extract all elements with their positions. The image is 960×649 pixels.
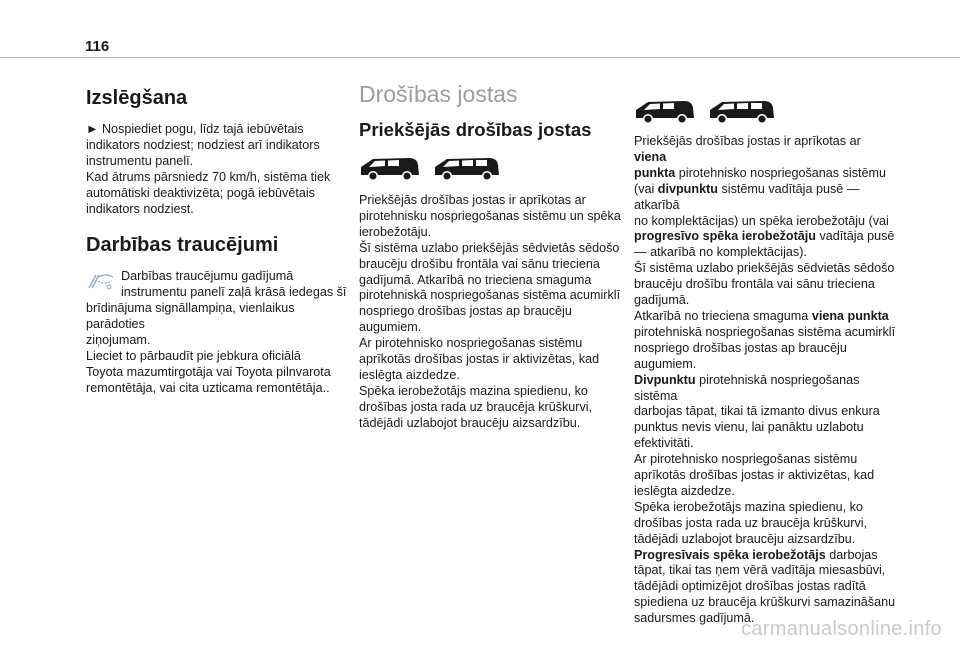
text-run: darbojas	[825, 547, 878, 562]
text-line: tāpat, tikai tas ņem vērā vadītāja miesasbūvi,	[634, 563, 886, 578]
text-line: tādējādi optimizējot drošības jostas radītā	[634, 579, 866, 594]
text-line: Spēka ierobežotājs mazina spiedienu, ko	[359, 383, 588, 398]
text-line: spiediena uz braucēja krūškurvi samazināšanu	[634, 595, 896, 610]
off-paragraph	[86, 122, 348, 217]
van-long-icon	[708, 98, 776, 124]
text-line: Šī sistēma uzlabo priekšējās sēdvietās sēdošo	[634, 261, 895, 276]
text-line: ieslēgta aizdedze.	[634, 483, 735, 498]
text-line: Priekšējās drošības jostas ir aprīkotas ar	[359, 193, 586, 207]
text-line: augumiem.	[359, 320, 422, 335]
column-middle	[359, 80, 621, 432]
text-line	[634, 134, 896, 166]
vehicle-icons	[359, 155, 621, 181]
text-line: gadījumā. Atkarībā no trieciena smaguma	[359, 272, 592, 287]
column-right	[634, 98, 896, 627]
page-number: 116	[85, 38, 110, 55]
emphasis: progresīvo spēka ierobežotāju	[634, 229, 816, 244]
text-line: Kad ātrums pārsniedz 70 km/h, sistēma tiek	[86, 169, 331, 184]
text-line: nospriego drošības jostas ap braucēju	[359, 304, 572, 319]
watermark: carmanualsonline.info	[741, 618, 942, 640]
text-line: augumiem.	[634, 356, 697, 371]
text-line: pirotehnisku nospriegošanas sistēmu un spēka	[359, 208, 621, 223]
text-line	[634, 548, 896, 564]
text-run: Atkarībā no trieciena smaguma	[634, 308, 812, 323]
text-line: Ar pirotehnisko nospriegošanas sistēmu	[634, 452, 858, 467]
text-line: no komplektācijas) un spēka ierobežotāju (vai	[634, 213, 889, 228]
emphasis: viena punkta	[811, 308, 889, 323]
vehicle-icons	[634, 98, 896, 124]
text-line: remontētāja, vai cita uzticama remontētāja..	[86, 380, 330, 395]
van-short-icon	[634, 98, 696, 124]
text-line: gadījumā.	[634, 293, 690, 308]
text-line: ► Nospiediet pogu, līdz tajā iebūvētais	[86, 122, 304, 136]
text-line: ieslēgta aizdedze.	[359, 367, 460, 382]
text-line: Spēka ierobežotājs mazina spiedienu, ko	[634, 499, 863, 514]
text-line: indikators nodziest; nodziest arī indikators	[86, 137, 320, 152]
text-line	[634, 229, 896, 245]
emphasis: Progresīvais spēka ierobežotājs	[634, 547, 826, 562]
text-line: aprīkotās drošības jostas ir aktivizētas, kad	[359, 352, 600, 367]
text-line: instrumentu panelī zaļā krāsā iedegas šī	[121, 285, 347, 300]
heading-off: Izslēgšana	[86, 87, 188, 109]
text-run: vadītāja pusē	[815, 229, 895, 244]
text-line: efektivitāti.	[634, 436, 694, 451]
text-line	[634, 309, 896, 325]
text-line	[634, 182, 896, 214]
text-line: sadursmes gadījumā.	[634, 611, 755, 626]
belts-paragraph	[359, 193, 621, 432]
text-line: punktus nevis vienu, lai panāktu uzlabotu	[634, 420, 864, 435]
text-line: aprīkotās drošības jostas ir aktivizētas, kad	[634, 468, 875, 483]
van-short-icon	[359, 155, 421, 181]
text-line: ziņojumam.	[86, 333, 151, 348]
text-line: Toyota mazumtirgotāja vai Toyota pilnvarota	[86, 364, 331, 379]
belts-detail-paragraph	[634, 134, 896, 627]
header-divider	[0, 57, 960, 58]
text-run: pirotehniskā nospriegošanas sistēma	[634, 372, 860, 403]
text-line: darbojas tāpat, tikai tā izmanto divus enkura	[634, 404, 880, 419]
text-line: Lieciet to pārbaudīt pie jebkura oficiālā	[86, 348, 301, 363]
text-line: ierobežotāju.	[359, 224, 432, 239]
text-line: indikators nodziest.	[86, 201, 194, 216]
subheading-front-belts: Priekšējās drošības jostas	[359, 119, 592, 140]
text-run: pirotehnisko nospriegošanas sistēmu	[675, 165, 886, 180]
column-left	[86, 80, 348, 397]
text-line: tādējādi uzlabojot braucēju aizsardzību.	[359, 415, 581, 430]
text-line: pirotehniskā nospriegošanas sistēma acumirklī	[634, 324, 896, 339]
text-run: sistēmu vadītāja pusē — atkarībā	[634, 181, 860, 212]
text-line: brīdinājuma signāllampiņa, vienlaikus parādoties	[86, 301, 295, 332]
text-line: drošības josta rada uz braucēja krūškurvi,	[634, 515, 868, 530]
text-line: pirotehniskā nospriegošanas sistēma acumirklī	[359, 288, 621, 303]
text-line	[634, 373, 896, 405]
text-line: automātiski deaktivizēta; pogā iebūvētais	[86, 185, 315, 200]
emphasis: punkta	[634, 165, 676, 180]
text-line: braucēju drošību frontāla vai sānu trieciena	[359, 256, 600, 271]
text-line: tādējādi uzlabojot braucēju aizsardzību.	[634, 531, 856, 546]
text-line: Ar pirotehnisko nospriegošanas sistēmu	[359, 336, 583, 351]
emphasis: divpunktu	[657, 181, 718, 196]
fault-paragraph	[86, 269, 348, 396]
text-line	[634, 166, 896, 182]
warning-lamp-icon	[86, 271, 116, 291]
section-title: Drošības jostas	[359, 81, 518, 107]
text-line: drošības josta rada uz braucēja krūškurvi,	[359, 399, 593, 414]
text-line: braucēju drošību frontāla vai sānu trieciena	[634, 277, 875, 292]
emphasis: Divpunktu	[634, 372, 696, 387]
heading-fault: Darbības traucējumi	[86, 234, 279, 257]
text-line: instrumentu panelī.	[86, 153, 194, 168]
text-line: Šī sistēma uzlabo priekšējās sēdvietās sēdošo	[359, 240, 620, 255]
text-line: nospriego drošības jostas ap braucēju	[634, 340, 847, 355]
text-run: Priekšējās drošības jostas ir aprīkotas ar	[634, 134, 861, 148]
text-line: — atkarībā no komplektācijas).	[634, 245, 807, 260]
van-long-icon	[433, 155, 501, 181]
emphasis: viena	[634, 149, 667, 164]
text-run: (vai	[634, 181, 658, 196]
text-line: Darbības traucējumu gadījumā	[121, 269, 294, 284]
